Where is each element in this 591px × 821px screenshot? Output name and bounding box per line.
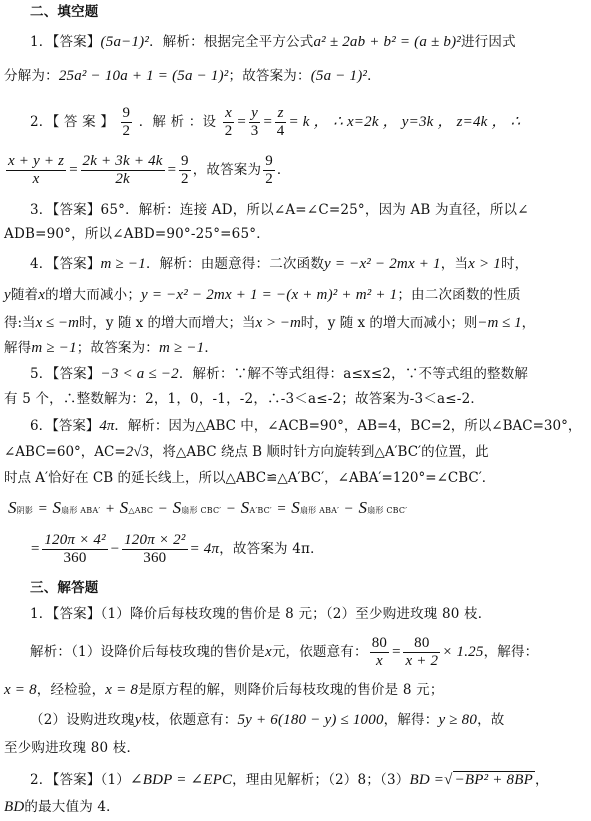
item-6-line-1: 6．【答案】4π．解析：因为△ABC 中，∠ACB=90°，AB=4，BC=2，所以∠BAC=30°， (30, 418, 582, 434)
s3-item-2-line-1: 2．【答案】（1）∠BDP = ∠EPC，理由见解析；（2）8；（3）BD =√ −BP² + 8BP ， (30, 772, 549, 788)
item-1-line-2: 分解为：25a² − 10a + 1 = (5a − 1)²；故答案为：(5a − 1)²． (4, 68, 381, 84)
fraction: $\frac{x}{2}$ (224, 105, 233, 139)
item-3-line-1: 3．【答案】65°．解析：连接 AD，所以∠A=∠C=25°，因为 AB 为直径，所以∠ (30, 202, 529, 218)
item-4-line-1: 4．【答案】m ≥ −1．解析：由题意得：二次函数y = −x² − 2mx + 1，当x > 1时， (30, 256, 529, 272)
sqrt-expression: −BP² + 8BP (454, 772, 533, 788)
s3-item-1-line-1: 1．【答案】（1）降价后每枝玫瑰的售价是 8 元；（2）至少购进玫瑰 80 枝． (30, 606, 492, 622)
item-6-area-formula: S阴影 = S扇形 ABA′ + S△ABC − S扇形 CBC′ − SA′BC′ = S扇形 ABA′ − S扇形 CBC′ (8, 498, 408, 517)
fraction: $\frac{\text{120π × 4²}}{360}$ (44, 532, 106, 566)
s3-item-1-line-5: 至少购进玫瑰 80 枝． (4, 740, 141, 756)
section-title-fill-in: 二、填空题 (30, 4, 99, 20)
s3-item-1-line-2: 解析：（1）设降价后每枝玫瑰的售价是x元，依题意有： $\frac{80}{x}$ = $\frac{80}{x + 2}$ × 1.25，解得： (30, 635, 539, 669)
item-6-line-2: ∠ABC=60°，AC=2√3，将△ABC 绕点 B 顺时针方向旋转到△A′BC′的位置，此 (4, 444, 489, 460)
item-5-line-1: 5．【答案】−3 < a ≤ −2．解析：∵解不等式组得：a≤x≤2，∵不等式组的整数解 (30, 366, 529, 382)
fraction: $\frac{9}{2}$ (265, 153, 273, 187)
item-2-line-2: $\frac{x + y + z}{x}$ = $\frac{2k + 3k + 4k}{2k}$ = $\frac{9}{2}$ ，故答案为 $\frac{9}{2}$ ． (8, 153, 291, 187)
fraction: $\frac{\text{120π × 2²}}{360}$ (124, 532, 186, 566)
item-6-line-3: 时点 A′恰好在 CB 的延长线上，所以△ABC≌△A′BC′，∠ABA′=120°=∠CBC′． (4, 470, 496, 486)
item-4-line-2: y随着x的增大而减小；y = −x² − 2mx + 1 = −(x + m)² + m² + 1；由二次函数的性质 (4, 287, 521, 303)
s3-item-1-line-4: （2）设购进玫瑰y枝，依题意有：5y + 6(180 − y) ≤ 1000，解得：y ≥ 80，故 (30, 712, 505, 728)
item-1-line-1: 1．【答案】(5a−1)²．解析：根据完全平方公式a² ± 2ab + b² = (a ± b)²进行因式 (30, 34, 516, 50)
fraction: $\frac{9}{2}$ (122, 105, 131, 139)
s3-item-1-line-3: x = 8，经检验，x = 8是原方程的解，则降价后每枝玫瑰的售价是 8 元； (4, 682, 444, 698)
fraction: $\frac{80}{x}$ (371, 635, 388, 669)
item-2-line-1: 2．【 答 案 】 $\frac{9}{2}$ ．解 析 ：设 $\frac{x}{2}$ = $\frac{y}{3}$ = $\frac{z}{4}$ = k ， ∴ x=2k ， y=3k ， z=4k ， ∴ (30, 105, 521, 139)
fraction: $\frac{x + y + z}{x}$ (8, 153, 65, 187)
fraction: $\frac{9}{2}$ (180, 153, 189, 187)
s3-item-2-line-2: BD的最大值为 4． (4, 799, 120, 815)
fraction: $\frac{y}{3}$ (250, 105, 259, 139)
section-title-answer: 三、解答题 (30, 580, 99, 596)
fraction: $\frac{2k + 3k + 4k}{2k}$ (82, 153, 163, 187)
item-4-line-3: 得:当x ≤ −m时，y 随 x 的增大而增大；当x > −m时，y 随 x 的增大而减小；则−m ≤ 1， (4, 315, 536, 331)
item-5-line-2: 有 5 个，∴整数解为：2，1，0，-1，-2，∴-3＜a≤-2；故答案为-3＜a≤-2． (4, 391, 485, 407)
fraction: $\frac{z}{4}$ (276, 105, 285, 139)
item-3-line-2: ADB=90°，所以∠ABD=90°-25°=65°． (4, 226, 270, 242)
item-4-line-4: 解得m ≥ −1；故答案为：m ≥ −1． (4, 340, 219, 356)
item-6-calculation: = $\frac{\text{120π × 4²}}{360}$ − $\frac{\text{120π × 2²}}{360}$ = 4π，故答案为 4π． (30, 532, 324, 566)
fraction: $\frac{80}{x + 2}$ (405, 635, 439, 669)
